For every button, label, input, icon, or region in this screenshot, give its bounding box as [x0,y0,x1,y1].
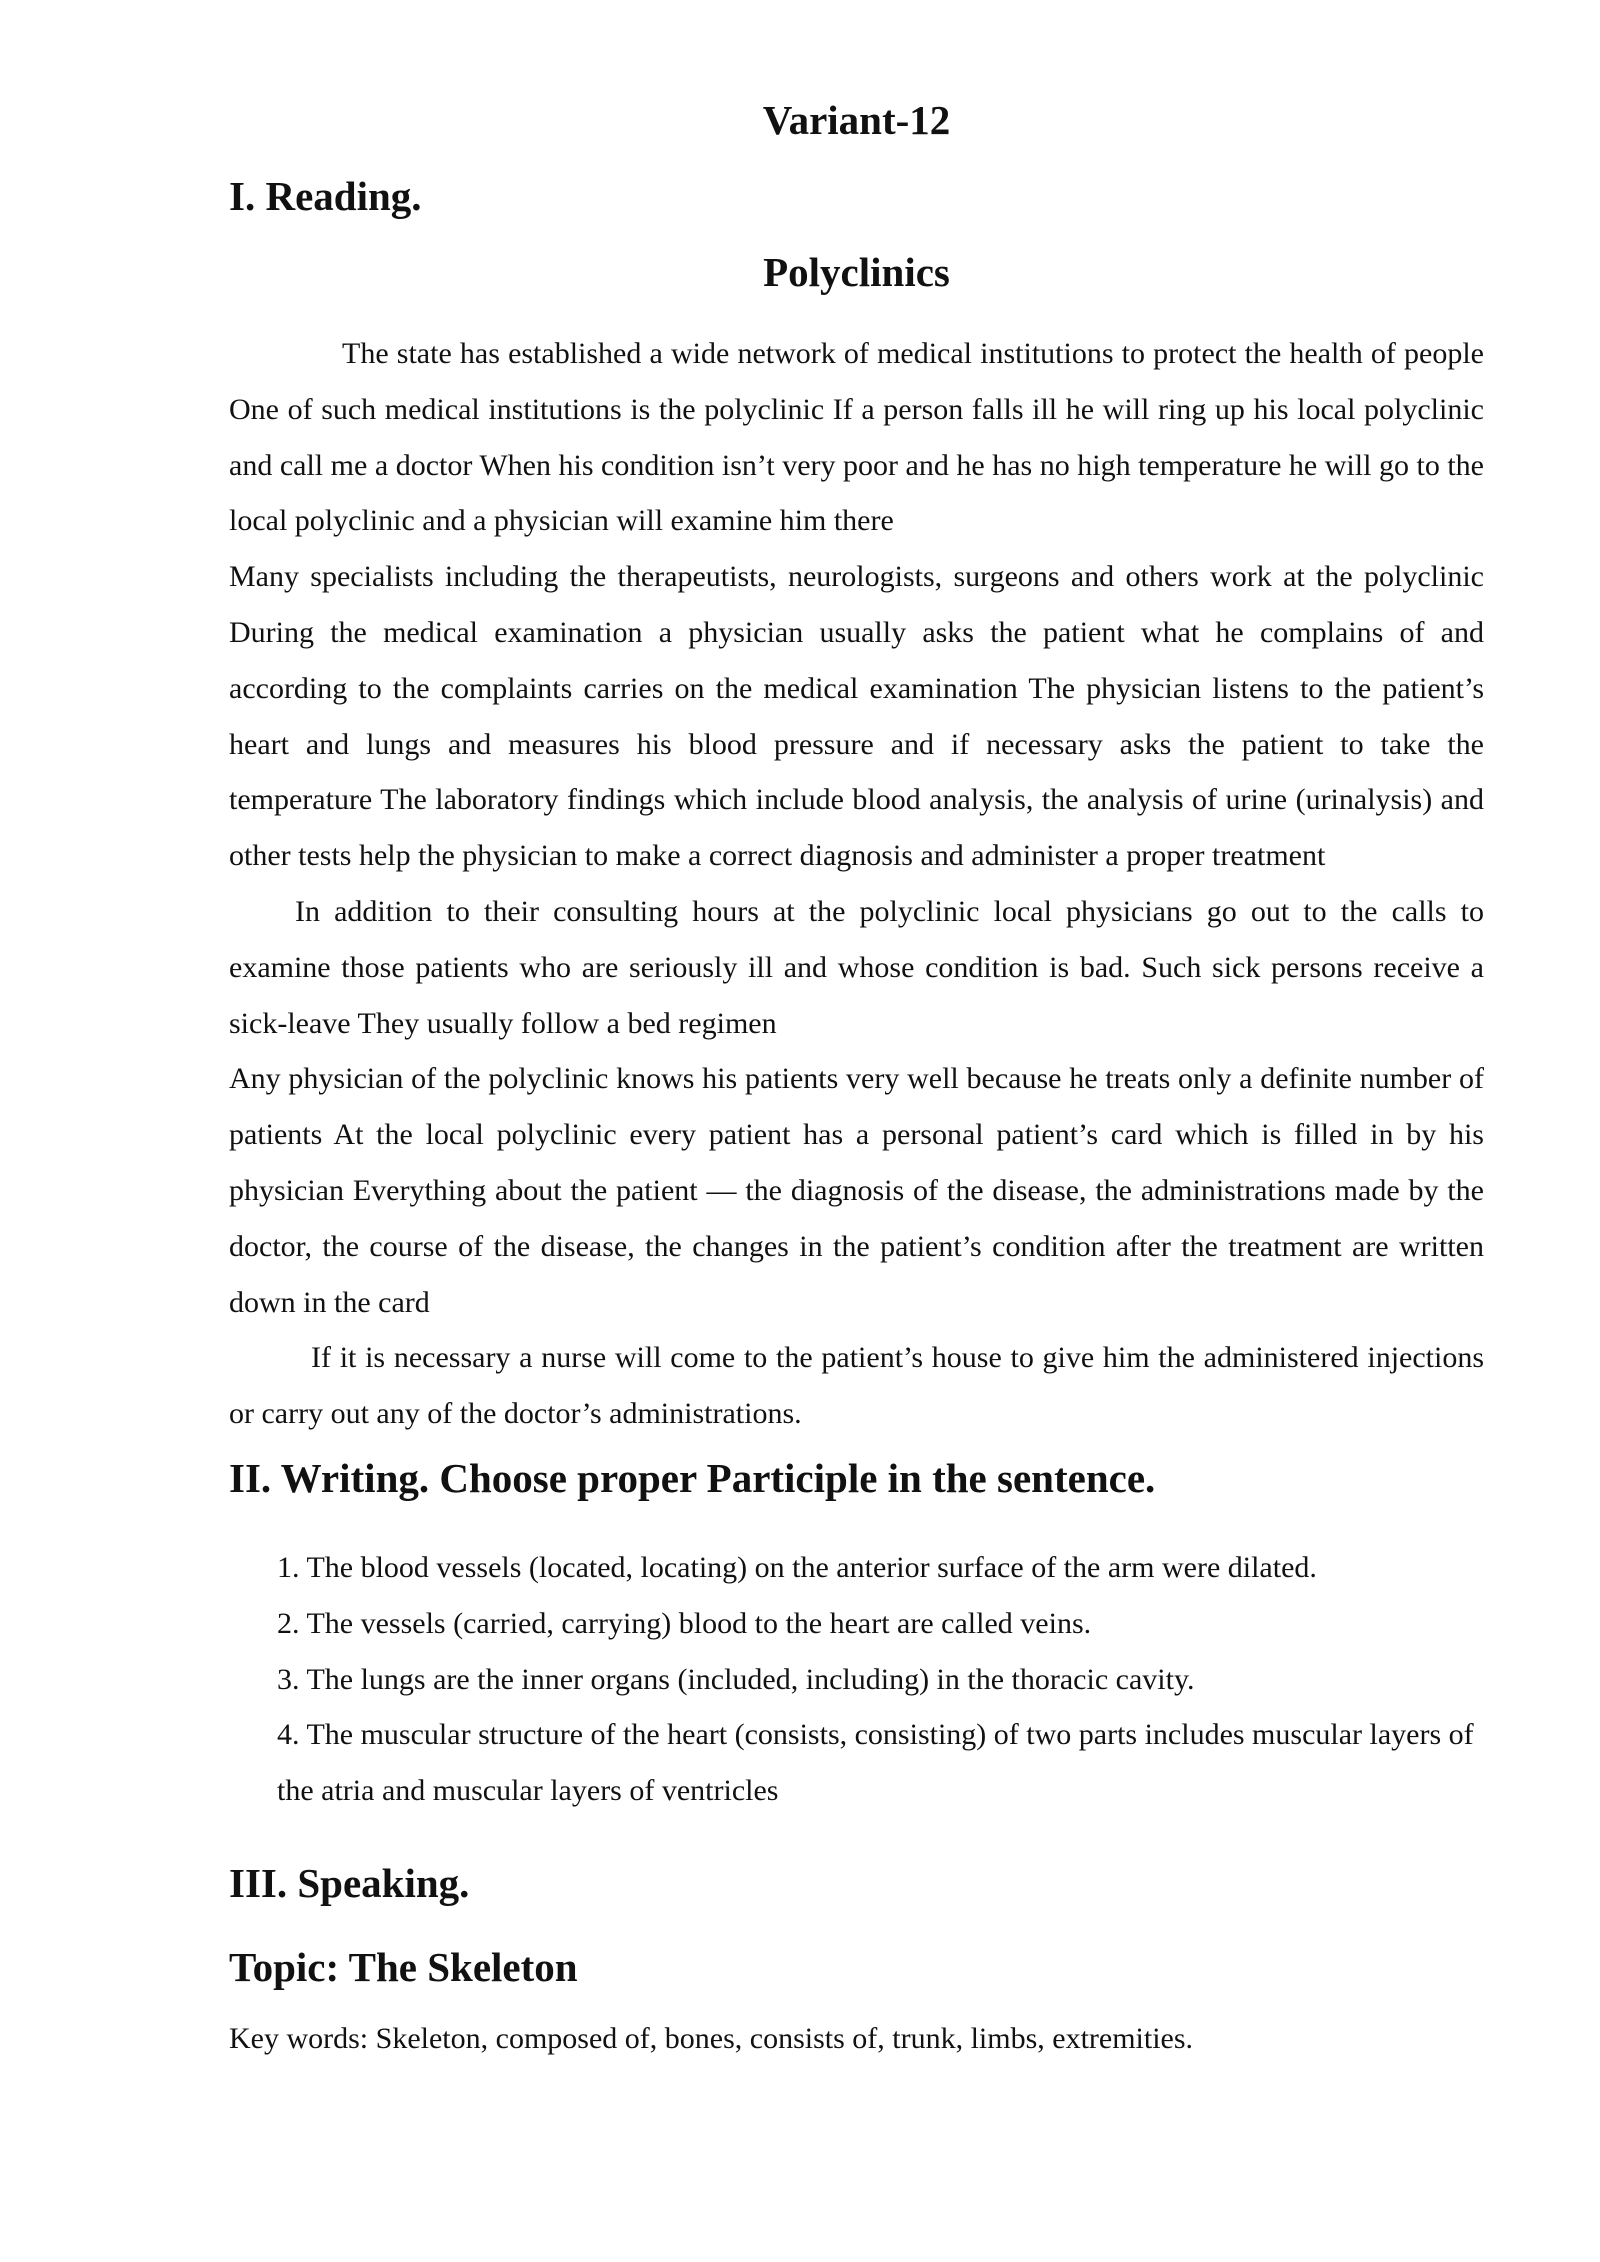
reading-paragraph-5: If it is necessary a nurse will come to the patient’s house to give him the administered injections or carry out any of the doctor’s administrations. [229,1341,1484,1431]
reading-paragraph-1: The state has established a wide network of medical institutions to protect the health of people One of such medical institutions is the polyclinic If a person falls ill he will ring up his local polyclinic and call me a doctor When his condition isn’t very poor and he has no high temperature he will go to the local polyclinic and a physician will examine him there [229,337,1484,538]
reading-text-title: Polyclinics [763,249,950,295]
writing-task-item: 4. The muscular structure of the heart (consists, consisting) of two parts includes muscular layers of the atria and muscular layers of ventricles [277,1718,1474,1808]
variant-title: Variant-12 [762,97,951,143]
reading-heading: I. Reading. [229,173,422,219]
reading-paragraph-3: In addition to their consulting hours at the polyclinic local physicians go out to the calls to examine those patients who are seriously ill and whose condition is bad. Such sick persons receive a sick-leave They usually follow a bed regimen [229,894,1484,1040]
speaking-keywords: Key words: Skeleton, composed of, bones, consists of, trunk, limbs, extremities. [229,2021,1194,2055]
speaking-heading: III. Speaking. [229,1859,470,1906]
reading-paragraph-4: Any physician of the polyclinic knows his patients very well because he treats only a definite number of patients At the local polyclinic every patient has a personal patient’s card which is filled in by his physician Everything about the patient — the diagnosis of the disease, the administrations made by the doctor, the course of the disease, the changes in the patient’s condition after the treatment are written down in the card [229,1062,1484,1319]
document-content [229,90,1484,2067]
writing-task-list [229,1540,1484,1819]
writing-heading: II. Writing. Choose proper Participle in the sentence. [229,1454,1156,1501]
writing-task-item: 1. The blood vessels (located, locating) on the anterior surface of the arm were dilated. [277,1550,1317,1584]
reading-text [229,326,1484,1442]
writing-task-item: 2. The vessels (carried, carrying) blood to the heart are called veins. [277,1606,1092,1640]
speaking-topic: Topic: The Skeleton [229,1943,578,1990]
writing-task-item: 3. The lungs are the inner organs (included, including) in the thoracic cavity. [277,1662,1195,1696]
reading-paragraph-2: Many specialists including the therapeutists, neurologists, surgeons and others work at the polyclinic During the medical examination a physician usually asks the patient what he complains of and according to the complaints carries on the medical examination The physician listens to the patient’s heart and lungs and measures his blood pressure and if necessary asks the patient to take the temperature The laboratory findings which include blood analysis, the analysis of urine (urinalysis) and other tests help the physician to make a correct diagnosis and administer a proper treatment [229,560,1484,873]
